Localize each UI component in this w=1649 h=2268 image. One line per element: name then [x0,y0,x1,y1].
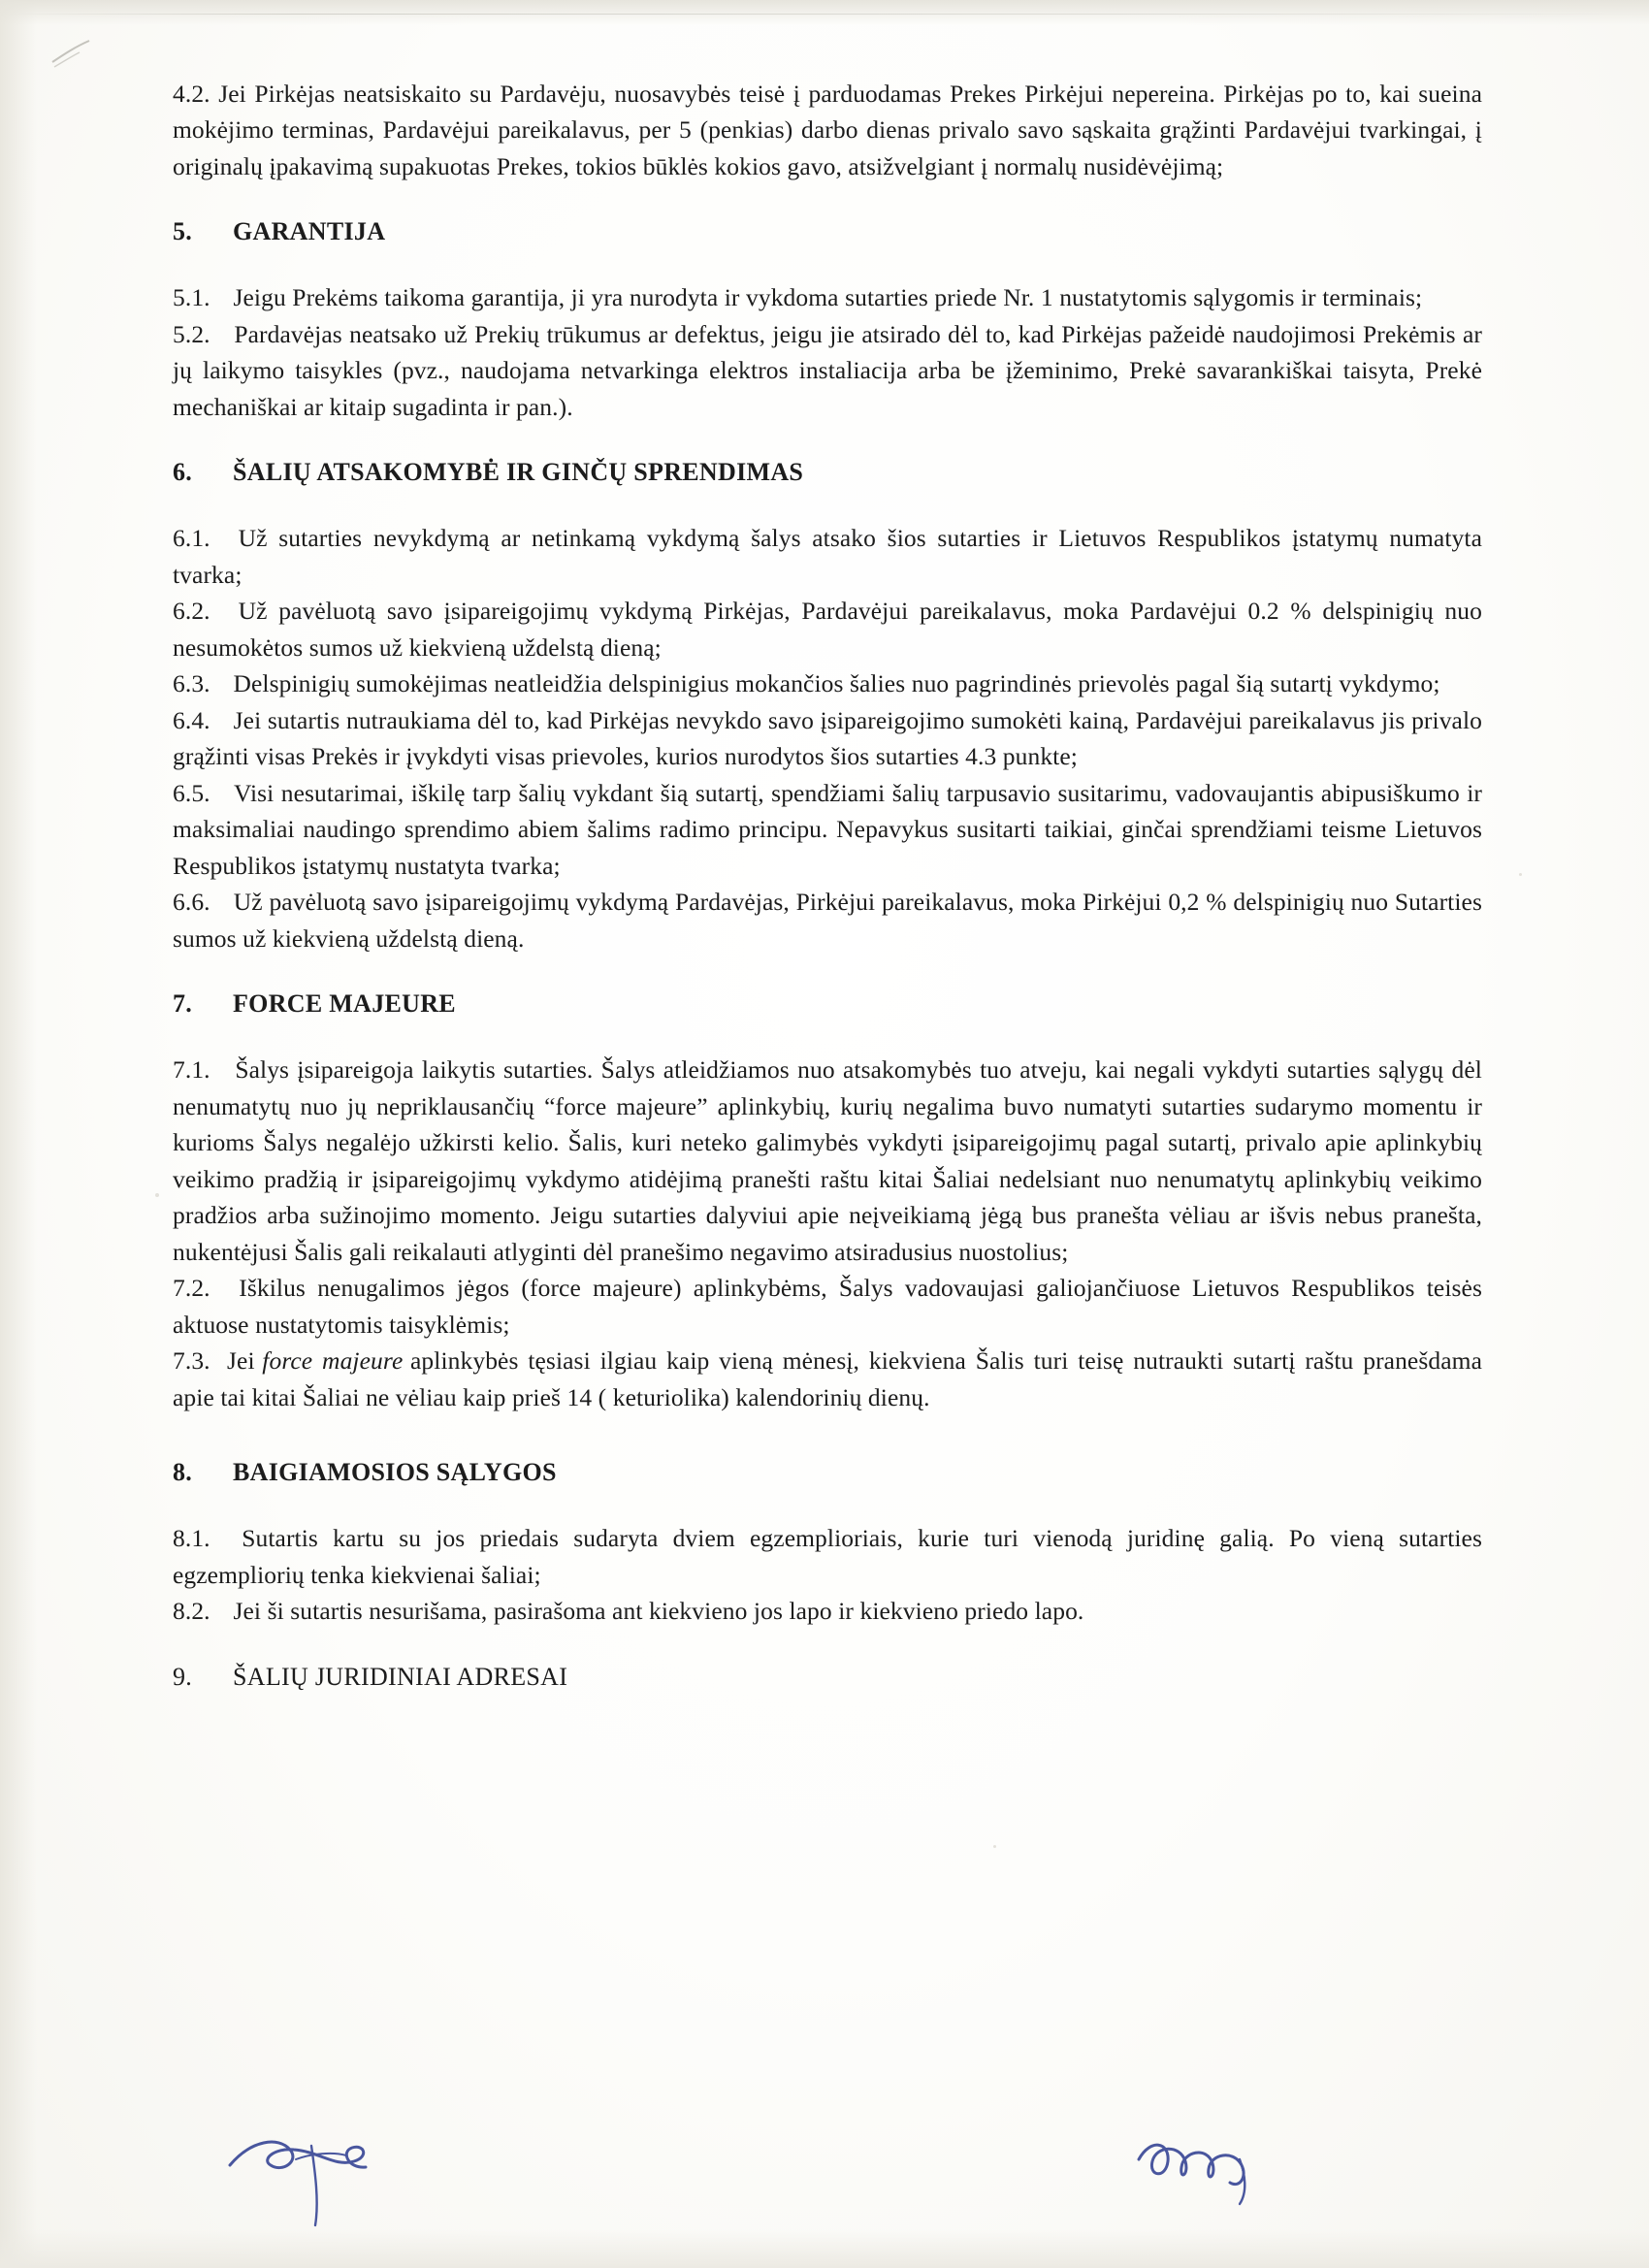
clause-8-2-label: 8.2. [173,1597,210,1626]
clause-7-2-label: 7.2. [173,1274,210,1303]
clause-6-4-label: 6.4. [173,705,210,734]
clause-4-2: 4.2. Jei Pirkėjas neatsiskaito su Pardavėju, nuosavybės teisė į parduodamas Prekes Pirkėjui nepereina. Pirkėjas po to, kai sueina mokėjimo terminas, Pardavėjui pareikalavus, per 5 (penkias) darbo dienas privalo savo sąskaita grąžinti Pardavėjui tvarkingai, į originalų įpakavimą supakuotas Prekes, tokios būklės kokios gavo, atsižvelgiant į normalų nusidėvėjimą; [173,80,1482,180]
scan-speck [1519,873,1522,876]
clause-7-2-text: Iškilus nenugalimos jėgos (force majeure) aplinkybėms, Šalys vadovaujasi galiojančiuose Lietuvos Respublikos teisės aktuose nustatytomis taisyklėmis; [173,1274,1482,1339]
clause-7-3 [173,1343,1482,1415]
clause-6-1-label: 6.1. [173,524,210,553]
heading-7-title: FORCE MAJEURE [233,989,456,1019]
heading-9-title: ŠALIŲ JURIDINIAI ADRESAI [233,1662,568,1691]
clause-5-2-label: 5.2. [173,319,210,348]
clause-6-4 [173,702,1482,775]
clause-7-3-label: 7.3. [173,1346,210,1376]
clause-6-3 [173,665,1482,701]
clause-5-2-text: Pardavėjas neatsako už Prekių trūkumus ar defektus, jeigu jie atsirado dėl to, kad Pirkėjas pažeidė naudojimosi Prekėmis ar jų laikymo taisykles (pvz., naudojama netvarkinga elektros instaliacija arba be įžeminimo, Prekė savarankiškai taisyta, Prekė mechaniškai ar kitaip sugadinta ir pan.). [173,319,1482,421]
clause-8-1-text: Sutartis kartu su jos priedais sudaryta dviem egzemplioriais, kurie turi vienodą juridinę galią. Po vieną sutarties egzempliorių tenka kiekvienai šaliai; [173,1524,1483,1589]
heading-8-title: BAIGIAMOSIOS SĄLYGOS [233,1458,557,1487]
clause-7-3-text-before: Jei [227,1346,255,1376]
scan-shadow-left [0,0,37,2268]
heading-9-number: 9. [173,1662,193,1691]
clause-6-3-text: Delspinigių sumokėjimas neatleidžia delspinigius mokančios šalies nuo pagrindinės prievolės pagal šią sutartį vykdymo; [233,669,1440,698]
clause-5-2 [173,316,1482,425]
clause-5-1-text: Jeigu Prekėms taikoma garantija, ji yra nurodyta ir vykdoma sutarties priede Nr. 1 nustatytomis sąlygomis ir terminais; [233,283,1423,312]
clause-7-1-text: Šalys įsipareigoja laikytis sutarties. Šalys atleidžiamos nuo atsakomybės tuo atveju, kai negali vykdyti sutarties sąlygų dėl nenumatytų nuo jų nepriklausančių “force majeure” aplinkybių, kurių negalima buvo numatyti sutarties sudarymo momentu ir kurioms Šalys negalėjo užkirsti kelio. Šalis, kuri neteko galimybės vykdyti įsipareigojimų pagal sutartį, privalo apie aplinkybių veikimo pradžią ir įsipareigojimų vykdymo atidėjimą pranešti raštu kitai Šaliai nedelsiant nuo nenumatytų aplinkybių veikimo pradžios arba sužinojimo momento. Jeigu sutarties dalyviui apie neįveikiamą jėgą bus pranešta vėliau ar išvis nebus pranešta, nukentėjusi Šalis gali reikalauti atlyginti dėl pranešimo negavimo atsiradusius nuostolius; [173,1055,1482,1266]
clause-7-1 [173,1052,1482,1270]
clause-6-5 [173,775,1482,884]
heading-6-saliu-atsakomybe [173,458,1482,487]
heading-8-baigiamosios-salygos [173,1458,1482,1487]
clause-6-1-text: Už sutarties nevykdymą ar netinkamą vykdymą šalys atsako šios sutarties ir Lietuvos Respublikos įstatymų numatyta tvarka; [173,524,1482,589]
clause-6-2 [173,593,1482,665]
clause-6-5-text: Visi nesutarimai, iškilę tarp šalių vykdant šią sutartį, spendžiami šalių tarpusavio susitarimu, vadovaujantis abipusiškumo ir maksimaliai naudingo sprendimo abiem šalims radimo principu. Nepavykus susitarti taikiai, ginčai sprendžiami teisme Lietuvos Respublikos įstatymų nustatyta tvarka; [173,778,1482,880]
clause-7-3-text-after: aplinkybės tęsiasi ilgiau kaip vieną mėnesį, kiekviena Šalis turi teisę nutraukti sutartį raštu pranešdama apie tai kitai Šaliai ne vėliau kaip prieš 14 ( keturiolika) kalendorinių dienų. [173,1346,1482,1411]
heading-6-title: ŠALIŲ ATSAKOMYBĖ IR GINČŲ SPRENDIMAS [233,458,804,487]
clause-8-1 [173,1520,1482,1593]
clause-8-2 [173,1593,1482,1629]
clause-6-6-label: 6.6. [173,888,210,917]
scan-speck [155,1193,159,1197]
clause-6-4-text: Jei sutartis nutraukiama dėl to, kad Pirkėjas nevykdo savo įsipareigojimo sumokėti kainą, Pardavėjui pareikalavus jis privalo grąžinti visas Prekės ir įvykdyti visas prievoles, kurios nurodytos šios sutarties 4.3 punkte; [173,705,1482,771]
page-top-rule [0,14,1649,15]
signature-area [0,2122,1649,2268]
heading-5-number: 5. [173,217,193,246]
clause-6-6-text: Už pavėluotą savo įsipareigojimų vykdymą Pardavėjas, Pirkėjui pareikalavus, moka Pirkėjui 0,2 % delspinigių nuo Sutarties sumos už kiekvieną uždelstą dieną. [173,888,1482,953]
heading-5-garantija [173,217,1482,246]
clause-6-1 [173,520,1482,593]
heading-9-saliu-juridiniai-adresai [173,1663,1482,1692]
clause-7-1-label: 7.1. [173,1055,210,1085]
clause-5-1 [173,279,1482,315]
heading-6-number: 6. [173,458,193,487]
scan-shadow-top [0,0,1649,25]
scan-speck [993,1845,996,1848]
document-body [173,76,1482,1692]
scan-corner-artifact [50,37,109,70]
heading-8-number: 8. [173,1458,193,1487]
handwritten-signature-left [218,2117,422,2233]
heading-7-force-majeure [173,989,1482,1019]
clause-6-2-text: Už pavėluotą savo įsipareigojimų vykdymą Pirkėjas, Pardavėjui pareikalavus, moka Pardavėjui 0.2 % delspinigių nuo nesumokėtos sumos už kiekvieną uždelstą dieną; [173,597,1482,662]
handwritten-signature-right [1125,2121,1280,2218]
clause-8-2-text: Jei ši sutartis nesurišama, pasirašoma ant kiekvieno jos lapo ir kiekvieno priedo lapo. [233,1597,1084,1626]
clause-6-6 [173,884,1482,956]
clause-8-1-label: 8.1. [173,1524,210,1553]
clause-6-5-label: 6.5. [173,778,210,807]
clause-6-3-label: 6.3. [173,669,210,698]
heading-7-number: 7. [173,989,193,1019]
clause-7-2 [173,1270,1482,1343]
clause-6-2-label: 6.2. [173,597,210,626]
heading-5-title: GARANTIJA [233,217,386,246]
clause-7-3-italic: force majeure [262,1346,404,1376]
clause-5-1-label: 5.1. [173,283,210,312]
